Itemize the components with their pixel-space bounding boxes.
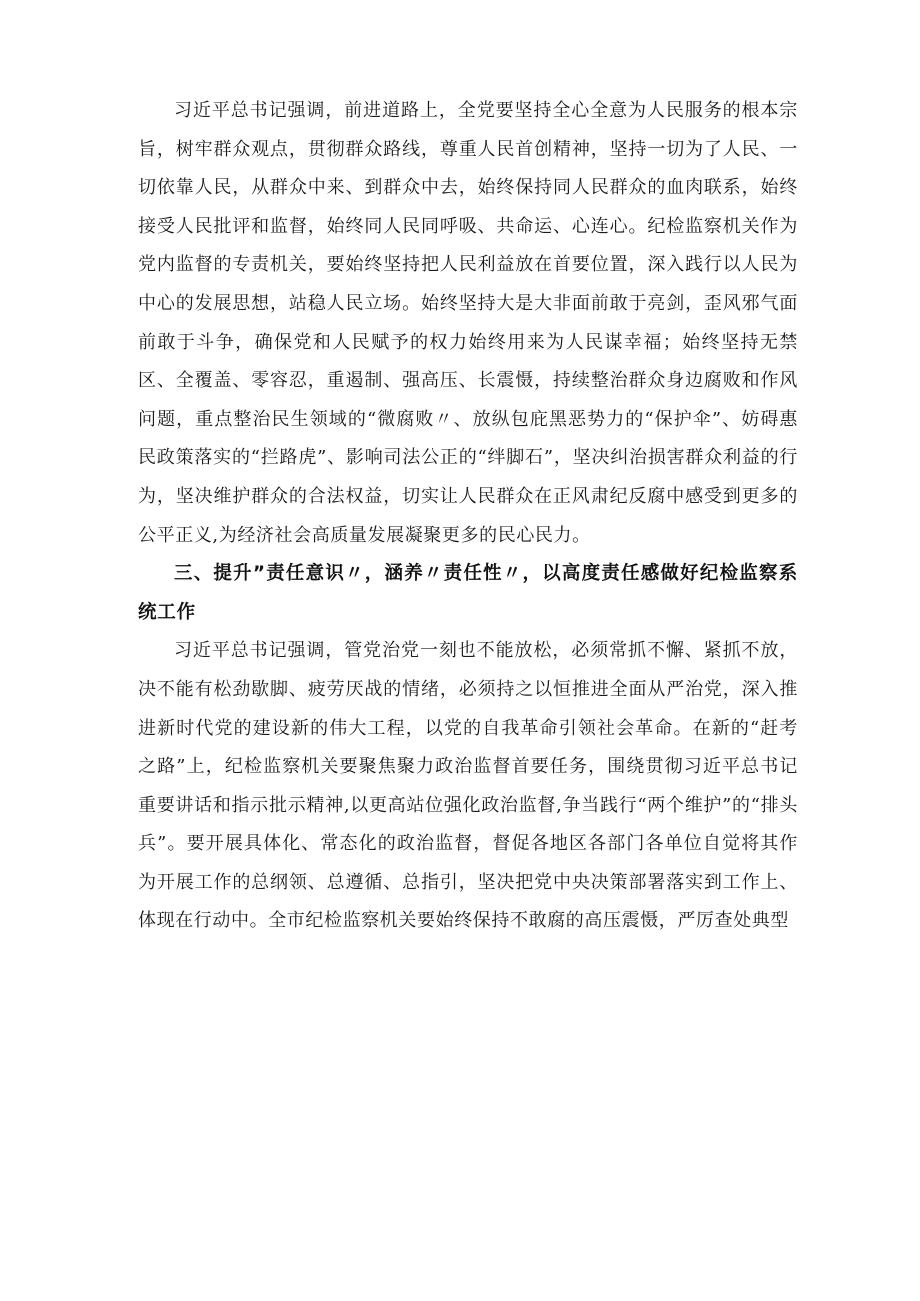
document-body xyxy=(138,92,798,941)
body-paragraph: 习近平总书记强调，前进道路上，全党要坚持全心全意为人民服务的根本宗旨，树牢群众观点，贯彻群众路线，尊重人民首创精神，坚持一切为了人民、一切依靠人民，从群众中来、到群众中去，始终保持同人民群众的血肉联系，始终接受人民批评和监督，始终同人民同呼吸、共命运、心连心。纪检监察机关作为党内监督的专责机关，要始终坚持把人民利益放在首要位置，深入践行以人民为中心的发展思想，站稳人民立场。始终坚持大是大非面前敢于亮剑，歪风邪气面前敢于斗争，确保党和人民赋予的权力始终用来为人民谋幸福；始终坚持无禁区、全覆盖、零容忍，重遏制、强高压、长震慑，持续整治群众身边腐败和作风问题，重点整治民生领域的“微腐败〃、放纵包庇黑恶势力的“保护伞”、妨碍惠民政策落实的“拦路虎”、影响司法公正的“绊脚石”，坚决纠治损害群众利益的行为，坚决维护群众的合法权益，切实让人民群众在正风肃纪反腐中感受到更多的公平正义,为经济社会高质量发展凝聚更多的民心民力。 xyxy=(138,100,798,546)
body-paragraph: 习近平总书记强调，管党治党一刻也不能放松，必须常抓不懈、紧抓不放，决不能有松劲歇脚、疲劳厌战的情绪，必须持之以恒推进全面从严治党，深入推进新时代党的建设新的伟大工程，以党的自我革命引领社会革命。在新的“赶考之路”上，纪检监察机关要聚焦聚力政治监督首要任务，围绕贯彻习近平总书记重要讲话和指示批示精神,以更高站位强化政治监督,争当践行“两个维护”的“排头兵”。要开展具体化、常态化的政治监督，督促各地区各部门各单位自觉将其作为开展工作的总纲领、总遵循、总指引，坚决把党中央决策部署落实到工作上、体现在行动中。全市纪检监察机关要始终保持不敢腐的高压震慑，严厉查处典型 xyxy=(138,640,798,932)
section-heading: 三、提升”责任意识〃，涵养〃责任性〃，以高度责任感做好纪检监察系统工作 xyxy=(138,563,798,623)
